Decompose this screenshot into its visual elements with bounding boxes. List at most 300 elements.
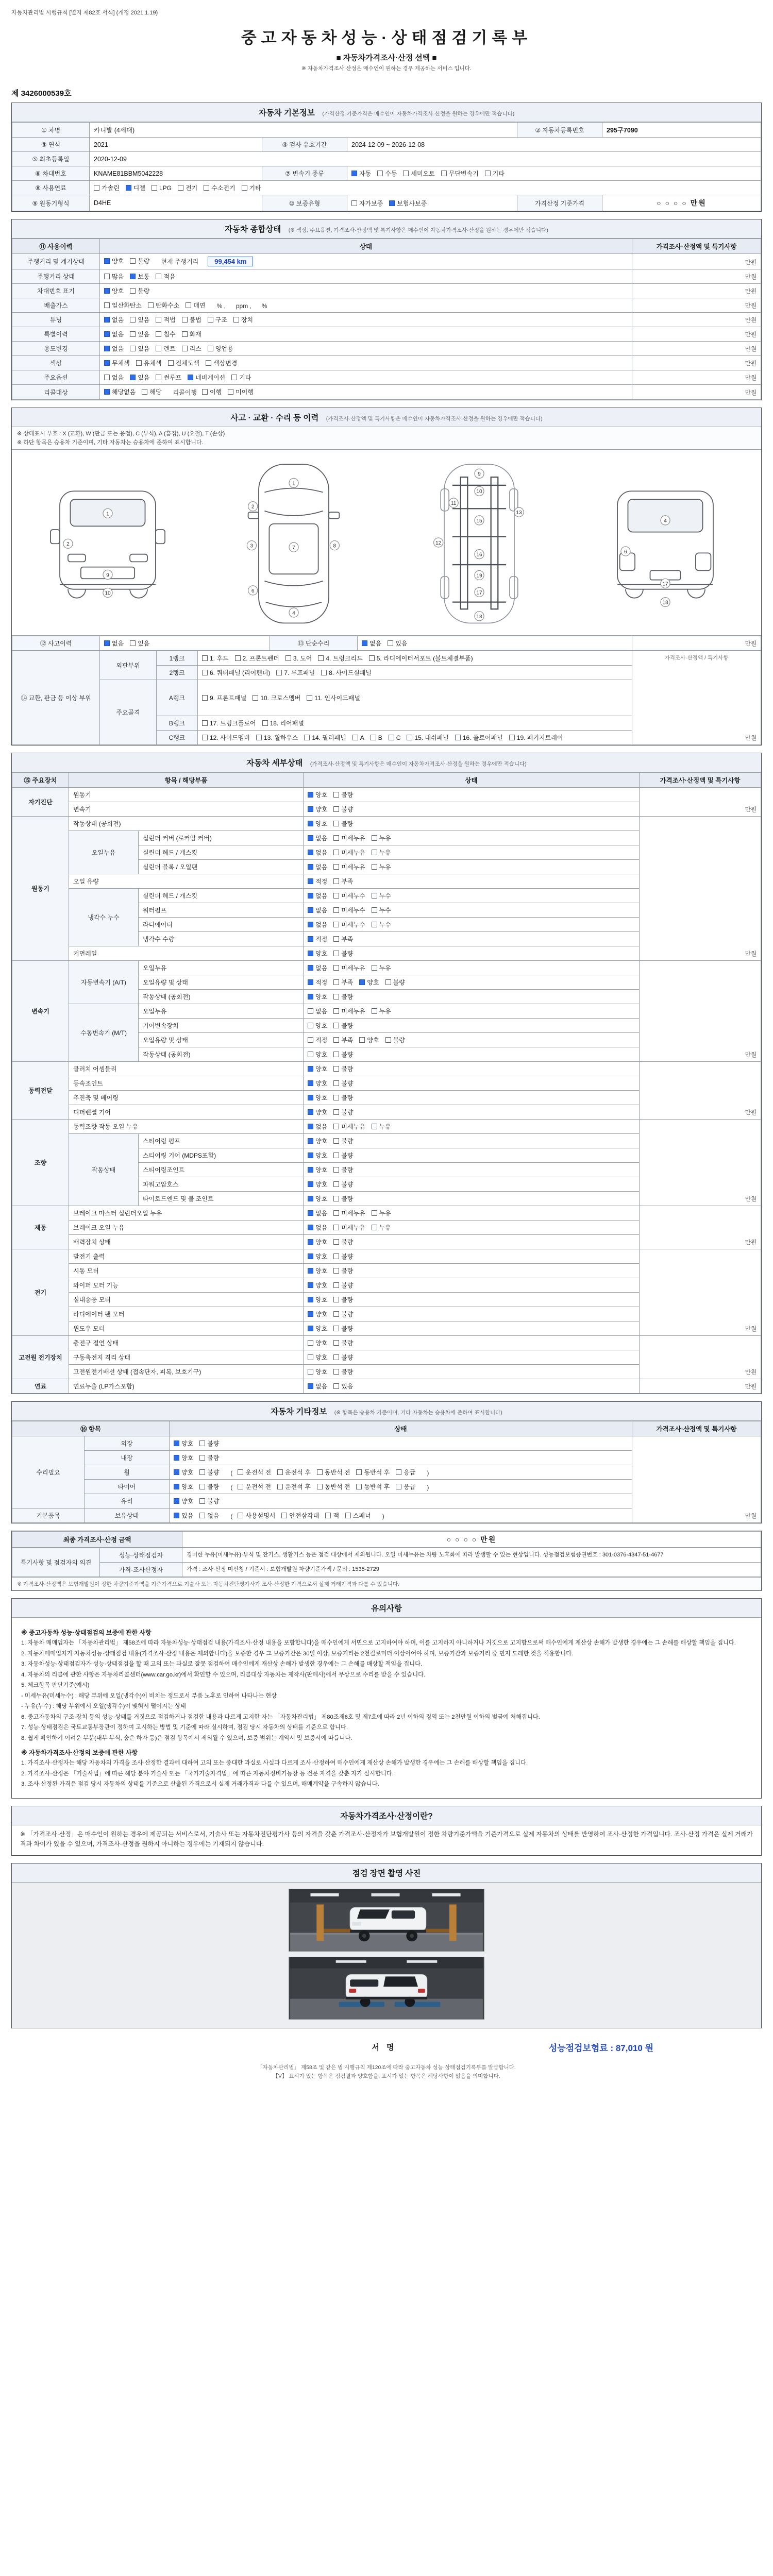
checkbox-icon <box>333 1268 339 1274</box>
checkbox-option[interactable] <box>104 344 124 353</box>
checkbox-option[interactable] <box>104 373 124 382</box>
checkbox-option[interactable] <box>253 693 300 702</box>
checkbox-option[interactable] <box>277 1482 311 1491</box>
checkbox-option[interactable] <box>333 1050 353 1059</box>
checkbox-option[interactable] <box>308 949 327 958</box>
checkbox-option[interactable] <box>104 639 124 648</box>
checkbox-option[interactable] <box>308 1007 327 1015</box>
checkbox-option[interactable] <box>455 733 503 742</box>
checkbox-option[interactable] <box>385 1036 405 1044</box>
checkbox-option[interactable] <box>388 639 407 648</box>
checkbox-option[interactable] <box>308 891 327 900</box>
checkbox-option[interactable] <box>199 1439 219 1448</box>
checkbox-label: 불량 <box>341 806 354 813</box>
checkbox-option[interactable] <box>308 906 327 914</box>
checkbox-option[interactable] <box>308 1137 327 1145</box>
inspector-opinion: 경미한 누유(미세누유)·부식 및 잔기스, 생활기스 등은 점검 대상에서 제외됩니다. 오일 미세누유는 차량 노후화에 따라 발생할 수 있는 현상입니다. 성능점검보험증권번호 : 301-0376-4347-51-4677 <box>182 1548 761 1563</box>
checkbox-option[interactable] <box>372 1122 391 1131</box>
checkbox-label: 해당없음 <box>112 388 136 396</box>
checkbox-option[interactable] <box>308 877 327 886</box>
checkbox-option[interactable] <box>317 1482 350 1491</box>
checkbox-option[interactable] <box>304 733 346 742</box>
checkbox-option[interactable] <box>333 935 353 943</box>
checkbox-option[interactable] <box>238 1482 271 1491</box>
checkbox-option[interactable] <box>372 906 391 914</box>
checkbox-option[interactable] <box>308 862 327 871</box>
checkbox-option[interactable] <box>333 819 353 828</box>
checkbox-option[interactable] <box>231 373 251 382</box>
checkbox-option[interactable] <box>104 315 124 324</box>
checkbox-icon <box>359 979 365 985</box>
col-price: 가격조사·산정액 및 특기사항 <box>640 773 761 788</box>
checkbox-option[interactable] <box>308 805 327 814</box>
checkbox-icon <box>333 1326 339 1331</box>
checkbox-option[interactable] <box>333 1209 365 1217</box>
comprehensive-state-title: 자동차 종합상태 <box>225 225 281 234</box>
checkbox-option[interactable] <box>242 183 261 192</box>
item-label: 스티어링 펌프 <box>139 1134 304 1148</box>
sub-group-label: 오일누유 <box>69 831 139 874</box>
checkbox-option[interactable] <box>130 373 149 382</box>
checkbox-option[interactable] <box>308 1050 327 1059</box>
checkbox-option[interactable] <box>321 668 372 677</box>
checkbox-option[interactable] <box>308 819 327 828</box>
checkbox-option[interactable] <box>403 169 434 178</box>
field-label: 튜닝 <box>12 313 100 327</box>
checkbox-option[interactable] <box>156 315 175 324</box>
checkbox-option[interactable] <box>372 1223 391 1232</box>
item-state <box>304 1019 640 1033</box>
checkbox-option[interactable] <box>130 286 149 295</box>
checkbox-option[interactable] <box>333 1007 365 1015</box>
checkbox-option[interactable] <box>142 387 161 396</box>
checkbox-option[interactable] <box>199 1497 219 1505</box>
checkbox-option[interactable] <box>308 1353 327 1362</box>
checkbox-option[interactable] <box>152 184 172 192</box>
checkbox-option[interactable] <box>352 734 364 741</box>
checkbox-option[interactable] <box>308 1223 327 1232</box>
checkbox-icon <box>130 331 136 337</box>
col-state: 상태 <box>100 239 632 254</box>
checkbox-option[interactable] <box>333 1165 353 1174</box>
checkbox-option[interactable] <box>308 1266 327 1275</box>
checkbox-option[interactable] <box>308 935 327 943</box>
checkbox-option[interactable] <box>136 359 162 367</box>
notice-item: - 누유(누수) : 해당 부위에서 오일(냉각수)이 맺혀서 떨어지는 상태 <box>21 1703 186 1709</box>
checkbox-option[interactable] <box>308 1238 327 1246</box>
checkbox-option[interactable] <box>308 992 327 1001</box>
checkbox-option[interactable] <box>359 1036 379 1044</box>
checkbox-label: 양호 <box>181 1498 194 1505</box>
checkbox-option[interactable] <box>333 1338 353 1347</box>
checkbox-option[interactable] <box>356 1482 390 1491</box>
page-subnote: ※ 자동차가격조사·산정은 매수인이 원하는 경우 제공하는 서비스 입니다. <box>301 65 472 72</box>
checkbox-option[interactable] <box>202 387 222 396</box>
checkbox-option[interactable] <box>333 1295 353 1304</box>
checkbox-option[interactable] <box>308 1122 327 1131</box>
checkbox-option[interactable] <box>356 1468 390 1477</box>
checkbox-option[interactable] <box>369 654 473 663</box>
notice-item: 2. 자동차매매업자가 자동차성능·상태점검 내용(가격조사·산정 내용은 제외합니다)을 보증한 경우 그 보증기간은 30일 이상, 보증거리는 2천킬로미터 이상이어야 하며, 보증기간과 보증거리 중 먼저 도래한 것을 적용합니다. <box>21 1650 574 1657</box>
checkbox-option[interactable] <box>256 733 298 742</box>
checkbox-option[interactable] <box>407 733 448 742</box>
item-label: 실린더 커버 (로커암 커버) <box>139 831 304 845</box>
checkbox-label: 색상변경 <box>213 360 238 367</box>
detail-state-table <box>12 772 761 1394</box>
checkbox-option[interactable] <box>389 734 401 741</box>
checkbox-label: 안전삼각대 <box>289 1512 320 1519</box>
comprehensive-state-header <box>12 219 761 239</box>
form-reference: 자동차관리법 시행규칙 [별지 제82호 서식] (개정 2021.1.19) <box>11 10 158 16</box>
checkbox-option[interactable] <box>333 1310 353 1318</box>
checkbox-option[interactable] <box>206 359 237 367</box>
checkbox-option[interactable] <box>104 272 124 281</box>
checkbox-option[interactable] <box>351 199 383 208</box>
checkbox-option[interactable] <box>333 1194 353 1203</box>
checkbox-option[interactable] <box>396 1468 415 1477</box>
svg-text:19: 19 <box>476 573 482 579</box>
checkbox-option[interactable] <box>130 272 149 281</box>
checkbox-option[interactable] <box>333 1122 365 1131</box>
checkbox-option[interactable] <box>333 1353 353 1362</box>
checkbox-option[interactable] <box>308 1382 327 1391</box>
checkbox-option[interactable] <box>345 1511 371 1520</box>
checkbox-option[interactable] <box>359 978 379 987</box>
checkbox-option[interactable] <box>238 1468 271 1477</box>
checkbox-option[interactable] <box>372 963 391 972</box>
checkbox-option[interactable] <box>277 1468 311 1477</box>
checkbox-option[interactable] <box>130 344 149 353</box>
checkbox-label: 양호 <box>367 979 379 986</box>
checkbox-label: 부족 <box>341 936 354 943</box>
checkbox-option[interactable] <box>333 1180 353 1189</box>
checkbox-icon <box>168 360 174 366</box>
checkbox-option[interactable] <box>333 978 353 987</box>
checkbox-option[interactable] <box>285 654 312 663</box>
checkbox-icon <box>156 375 161 380</box>
checkbox-label: 19. 패키지트레이 <box>516 734 563 741</box>
checkbox-option[interactable] <box>372 891 391 900</box>
checkbox-option[interactable] <box>178 183 197 192</box>
checkbox-option[interactable] <box>156 330 175 338</box>
item-state <box>304 903 640 918</box>
checkbox-icon <box>333 1225 339 1230</box>
checkbox-option[interactable] <box>333 877 353 886</box>
field-label: 내장 <box>85 1451 170 1465</box>
checkbox-option[interactable] <box>199 1453 219 1462</box>
checkbox-option[interactable] <box>333 805 353 814</box>
checkbox-icon <box>333 792 339 798</box>
checkbox-option[interactable] <box>308 1036 327 1044</box>
checkbox-option[interactable] <box>308 963 327 972</box>
checkbox-option[interactable] <box>333 848 365 857</box>
checkbox-option[interactable] <box>308 1252 327 1261</box>
svg-text:4: 4 <box>292 610 295 616</box>
checkbox-icon <box>389 735 394 740</box>
checkbox-label: 기타 <box>239 374 251 381</box>
checkbox-option[interactable] <box>333 1382 353 1391</box>
checkbox-label: 양호 <box>315 1080 328 1087</box>
item-label: 발전기 출력 <box>69 1249 304 1264</box>
checkbox-option[interactable] <box>199 1511 219 1520</box>
checkbox-option[interactable] <box>104 301 142 310</box>
checkbox-option[interactable] <box>385 978 405 987</box>
checkbox-option[interactable] <box>351 169 371 178</box>
checkbox-option[interactable] <box>199 1468 219 1477</box>
checkbox-option[interactable] <box>308 920 327 929</box>
checkbox-option[interactable] <box>94 183 120 192</box>
checkbox-icon <box>204 185 209 191</box>
checkbox-option[interactable] <box>333 1281 353 1290</box>
checkbox-icon <box>231 375 237 380</box>
checkbox-label: 불량 <box>341 1311 354 1318</box>
checkbox-option[interactable] <box>186 301 205 310</box>
checkbox-option[interactable] <box>208 344 233 353</box>
checkbox-icon <box>333 1196 339 1201</box>
checkbox-option[interactable] <box>174 1439 193 1448</box>
checkbox-option[interactable] <box>308 1338 327 1347</box>
checkbox-option[interactable] <box>202 719 256 727</box>
checkbox-option[interactable] <box>308 1281 327 1290</box>
checkbox-option[interactable] <box>362 639 381 648</box>
checkbox-option[interactable] <box>308 1093 327 1102</box>
checkbox-option[interactable] <box>235 654 279 663</box>
checkbox-option[interactable] <box>104 387 136 396</box>
checkbox-option[interactable] <box>389 199 427 208</box>
checkbox-option[interactable] <box>130 315 149 324</box>
checkbox-option[interactable] <box>333 1223 365 1232</box>
checkbox-icon <box>308 835 313 841</box>
checkbox-icon <box>321 670 327 675</box>
checkbox-option[interactable] <box>156 272 175 281</box>
final-amount-label: 최종 가격조사·산정 금액 <box>12 1532 182 1548</box>
checkbox-option[interactable] <box>308 1324 327 1333</box>
checkbox-option[interactable] <box>182 330 201 338</box>
checkbox-label: 불량 <box>393 1037 405 1044</box>
checkbox-icon <box>174 1469 179 1475</box>
checkbox-option[interactable] <box>333 906 365 914</box>
comprehensive-state-table <box>12 239 761 400</box>
checkbox-option[interactable] <box>228 387 254 396</box>
checkbox-option[interactable] <box>333 1266 353 1275</box>
checkbox-option[interactable] <box>104 330 124 338</box>
checkbox-option[interactable] <box>308 1194 327 1203</box>
checkbox-option[interactable] <box>333 1021 353 1030</box>
checkbox-option[interactable] <box>333 834 365 842</box>
checkbox-option[interactable] <box>208 315 227 324</box>
checkbox-label: 있음 <box>181 1512 194 1519</box>
checkbox-option[interactable] <box>308 1165 327 1174</box>
other-state <box>170 1451 632 1465</box>
checkbox-option[interactable] <box>104 257 124 265</box>
checkbox-option[interactable] <box>308 790 327 799</box>
checkbox-option[interactable] <box>174 1453 193 1462</box>
checkbox-option[interactable] <box>377 169 397 178</box>
checkbox-icon <box>104 317 110 323</box>
checkbox-option[interactable] <box>202 668 270 677</box>
checkbox-option[interactable] <box>174 1511 193 1520</box>
checkbox-option[interactable] <box>308 848 327 857</box>
checkbox-option[interactable] <box>325 1511 339 1520</box>
checkbox-option[interactable] <box>308 1021 327 1030</box>
item-label: 냉각수 수량 <box>139 932 304 946</box>
checkbox-label: 유채색 <box>143 360 162 367</box>
checkbox-option[interactable] <box>308 978 327 987</box>
basic-info-table <box>12 122 761 211</box>
other-state <box>170 1436 632 1451</box>
checkbox-option[interactable] <box>182 315 201 324</box>
device-label: 원동기 <box>12 817 69 961</box>
checkbox-option[interactable] <box>202 733 250 742</box>
checkbox-option[interactable] <box>372 1209 391 1217</box>
checkbox-option[interactable] <box>308 834 327 842</box>
checkbox-option[interactable] <box>371 734 382 741</box>
price-cell: 만원 <box>632 342 761 356</box>
checkbox-label: 수동 <box>385 170 397 177</box>
checkbox-option[interactable] <box>372 848 391 857</box>
checkbox-option[interactable] <box>130 639 149 648</box>
checkbox-option[interactable] <box>333 1324 353 1333</box>
checkbox-option[interactable] <box>333 1093 353 1102</box>
checkbox-option[interactable] <box>148 301 179 310</box>
checkbox-option[interactable] <box>238 1511 275 1520</box>
checkbox-option[interactable] <box>308 1151 327 1160</box>
checkbox-label: 없음 <box>315 849 328 856</box>
checkbox-option[interactable] <box>308 1180 327 1189</box>
checkbox-option[interactable] <box>441 169 479 178</box>
checkbox-option[interactable] <box>130 257 149 265</box>
checkbox-label: 양호 <box>315 1253 328 1260</box>
comp-row <box>12 356 761 370</box>
checkbox-option[interactable] <box>188 373 225 382</box>
checkbox-option[interactable] <box>262 719 304 727</box>
checkbox-option[interactable] <box>182 344 201 353</box>
item-state <box>304 1105 640 1120</box>
checkbox-option[interactable] <box>333 1108 353 1116</box>
checkbox-label: 이행 <box>209 388 222 396</box>
checkbox-option[interactable] <box>281 1511 319 1520</box>
checkbox-option[interactable] <box>333 920 365 929</box>
checkbox-option[interactable] <box>308 1079 327 1088</box>
signature-label[interactable]: 서명 <box>372 2043 401 2053</box>
checkbox-option[interactable] <box>396 1482 415 1491</box>
checkbox-option[interactable] <box>333 1079 353 1088</box>
checkbox-label: 없음 <box>315 907 328 914</box>
checkbox-icon <box>372 907 377 913</box>
checkbox-option[interactable] <box>308 1209 327 1217</box>
checkbox-option[interactable] <box>372 834 391 842</box>
final-price-section <box>11 1531 762 1591</box>
checkbox-option[interactable] <box>333 949 353 958</box>
checkbox-option[interactable] <box>318 654 362 663</box>
checkbox-option[interactable] <box>333 790 353 799</box>
checkbox-option[interactable] <box>333 1151 353 1160</box>
checkbox-option[interactable] <box>308 1064 327 1073</box>
checkbox-icon <box>385 979 391 985</box>
field-label: 가격산정 기준가격 <box>517 195 602 211</box>
checkbox-option[interactable] <box>307 693 360 702</box>
checkbox-option[interactable] <box>308 1295 327 1304</box>
checkbox-option[interactable] <box>333 963 365 972</box>
field-label: 성능·상태점검자 <box>100 1548 182 1563</box>
checkbox-option[interactable] <box>276 668 315 677</box>
checkbox-option[interactable] <box>333 891 365 900</box>
checkbox-option[interactable] <box>156 344 175 353</box>
price-cell: 만원 <box>632 385 761 400</box>
checkbox-label: 동반석 전 <box>324 1469 350 1476</box>
checkbox-label: 양호 <box>315 820 328 827</box>
checkbox-label: 적정 <box>315 1037 328 1044</box>
checkbox-icon <box>202 670 208 675</box>
checkbox-option[interactable] <box>104 359 130 367</box>
checkbox-icon <box>148 302 154 308</box>
checkbox-option[interactable] <box>333 1036 353 1044</box>
checkbox-icon <box>372 1225 377 1230</box>
signature-row <box>11 2036 762 2059</box>
checkbox-option[interactable] <box>372 1007 391 1015</box>
field-label: 배출가스 <box>12 298 100 313</box>
checkbox-option[interactable] <box>333 1064 353 1073</box>
checkbox-icon <box>104 389 110 395</box>
checkbox-label: 불량 <box>138 287 150 295</box>
col-use-history: ⑪ 사용이력 <box>12 239 100 254</box>
checkbox-icon <box>352 735 358 740</box>
checkbox-option[interactable] <box>333 1367 353 1376</box>
checkbox-option[interactable] <box>333 1238 353 1246</box>
field-label: ⑩ 보증유형 <box>262 195 347 211</box>
checkbox-option[interactable] <box>308 1108 327 1116</box>
checkbox-option[interactable] <box>233 315 253 324</box>
checkbox-option[interactable] <box>174 1497 193 1505</box>
other-info-title: 자동차 기타정보 <box>271 1408 327 1416</box>
checkbox-option[interactable] <box>333 1137 353 1145</box>
checkbox-option[interactable] <box>104 286 124 295</box>
checkbox-option[interactable] <box>126 183 145 192</box>
item-label: 클러치 어셈블리 <box>69 1062 304 1076</box>
checkbox-option[interactable] <box>156 373 181 382</box>
comp-state <box>100 269 632 284</box>
checkbox-option[interactable] <box>199 1482 219 1491</box>
checkbox-label: 양호 <box>315 1267 328 1275</box>
checkbox-option[interactable] <box>202 693 246 702</box>
checkbox-icon <box>308 1153 313 1158</box>
repair-options <box>358 636 632 651</box>
checkbox-option[interactable] <box>174 1482 193 1491</box>
sub-group-label: 수동변속기 (M/T) <box>69 1004 139 1062</box>
comp-state <box>100 254 632 269</box>
checkbox-option[interactable] <box>372 920 391 929</box>
checkbox-option[interactable] <box>308 1367 327 1376</box>
checkbox-option[interactable] <box>130 330 149 338</box>
checkbox-option[interactable] <box>308 1310 327 1318</box>
checkbox-label: 11. 인사이드패널 <box>314 694 360 702</box>
checkbox-option[interactable] <box>333 1252 353 1261</box>
checkbox-option[interactable] <box>485 169 505 178</box>
checkbox-option[interactable] <box>204 183 235 192</box>
checkbox-option[interactable] <box>333 992 353 1001</box>
checkbox-option[interactable] <box>202 654 229 663</box>
checkbox-option[interactable] <box>317 1468 350 1477</box>
checkbox-icon <box>308 1023 313 1028</box>
svg-text:9: 9 <box>106 572 110 579</box>
checkbox-option[interactable] <box>372 862 391 871</box>
checkbox-option[interactable] <box>174 1468 193 1477</box>
checkbox-option[interactable] <box>333 862 365 871</box>
checkbox-label: 없음 <box>369 640 382 647</box>
item-label: 오일 유량 <box>69 874 304 889</box>
checkbox-option[interactable] <box>168 359 199 367</box>
checkbox-option[interactable] <box>509 733 563 742</box>
